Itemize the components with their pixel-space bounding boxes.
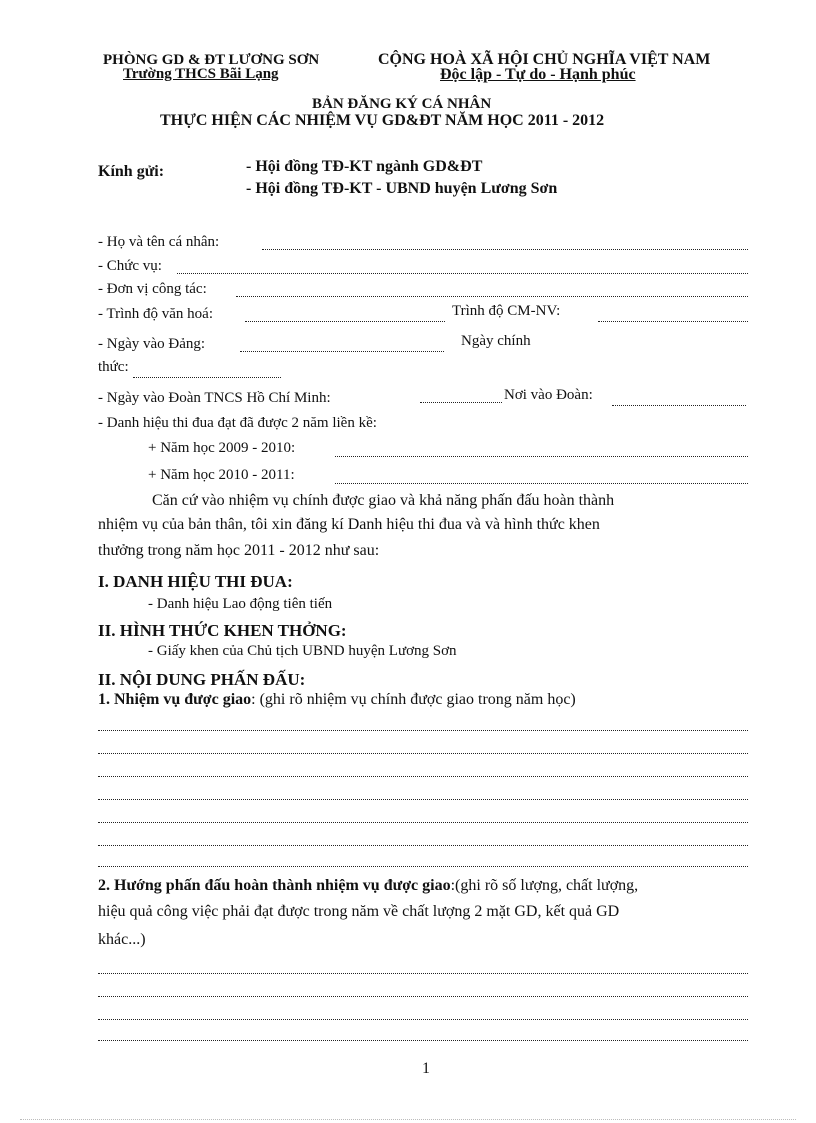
doc-subtitle: THỰC HIỆN CÁC NHIỆM VỤ GD&ĐT NĂM HỌC 2011 - 2012 [160,112,605,129]
national-title: CỘNG HOÀ XÃ HỘI CHỦ NGHĨA VIỆT NAM [378,51,711,68]
section-2-heading: II. HÌNH THỨC KHEN THỞNG: [98,621,347,640]
answer-1-line[interactable] [98,776,748,777]
field-unit-label: - Đơn vị công tác: [98,281,207,297]
answer-1-line[interactable] [98,822,748,823]
field-name-line[interactable] [262,249,748,250]
department-name: PHÒNG GD & ĐT LƯƠNG SƠN [103,52,320,68]
recipient-2: - Hội đồng TĐ-KT - UBND huyện Lương Sơn [246,180,558,197]
subsection-1-bold: 1. Nhiệm vụ được giao [98,691,252,708]
field-youth-place-line[interactable] [612,405,746,406]
answer-1-line[interactable] [98,845,748,846]
field-professional-line[interactable] [598,321,748,322]
paragraph-line-3: thưởng trong năm học 2011 - 2012 như sau: [98,542,380,559]
subsection-1-rest: : (ghi rõ nhiệm vụ chính được giao trong năm học) [251,691,576,708]
field-youth-line[interactable] [420,402,502,403]
section-3-heading: II. NỘI DUNG PHẤN ĐẤU: [98,670,306,689]
answer-2-line[interactable] [98,973,748,974]
section-2-item: - Giấy khen của Chủ tịch UBND huyện Lương Sơn [148,643,457,659]
recipient-1: - Hội đồng TĐ-KT ngành GD&ĐT [246,158,483,175]
field-year2-label: + Năm học 2010 - 2011: [148,467,295,483]
subsection-2-line-2: hiệu quả công việc phải đạt được trong năm về chất lượng 2 mặt GD, kết quả GD [98,903,620,920]
field-party-line[interactable] [240,351,444,352]
field-awards-label: - Danh hiệu thi đua đạt đã được 2 năm liền kề: [98,415,377,431]
answer-1-line[interactable] [98,753,748,754]
field-unit-line[interactable] [236,296,748,297]
field-name-label: - Họ và tên cá nhân: [98,234,220,250]
field-official-line[interactable] [133,377,281,378]
answer-2-line[interactable] [98,996,748,997]
subsection-2-line-3: khác...) [98,931,146,948]
answer-2-line[interactable] [98,1040,748,1041]
subsection-2-rest: :(ghi rõ số lượng, chất lượng, [450,877,639,894]
doc-title: BẢN ĐĂNG KÝ CÁ NHÂN [312,96,492,112]
national-motto: Độc lập - Tự do - Hạnh phúc [440,66,636,83]
page-edge-divider [20,1119,796,1120]
paragraph-line-1: Căn cứ vào nhiệm vụ chính được giao và khả năng phấn đấu hoàn thành [152,492,615,509]
field-year1-label: + Năm học 2009 - 2010: [148,440,296,456]
field-official-label-a: Ngày chính [461,333,531,349]
subsection-1-heading [98,691,576,709]
answer-2-line[interactable] [98,1019,748,1020]
field-party-label: - Ngày vào Đảng: [98,336,206,352]
answer-1-line[interactable] [98,866,748,867]
field-official-label-b: thức: [98,359,129,375]
subsection-2-bold: 2. Hướng phấn đấu hoàn thành nhiệm vụ được giao [98,877,451,894]
field-youth-label: - Ngày vào Đoàn TNCS Hồ Chí Minh: [98,390,331,406]
recipients-label: Kính gửi: [98,163,165,180]
field-position-label: - Chức vụ: [98,258,162,274]
section-1-item: - Danh hiệu Lao động tiên tiến [148,596,333,612]
field-professional-label: Trình độ CM-NV: [452,303,561,319]
field-year2-line[interactable] [335,483,748,484]
school-name: Trường THCS Bãi Lạng [123,66,279,82]
answer-1-line[interactable] [98,799,748,800]
field-position-line[interactable] [177,273,748,274]
field-education-line[interactable] [245,321,445,322]
field-youth-place-label: Nơi vào Đoàn: [504,387,593,403]
answer-1-line[interactable] [98,730,748,731]
field-year1-line[interactable] [335,456,748,457]
page-number: 1 [422,1060,430,1077]
subsection-2-heading [98,877,638,895]
section-1-heading: I. DANH HIỆU THI ĐUA: [98,572,293,591]
field-education-label: - Trình độ văn hoá: [98,306,214,322]
paragraph-line-2: nhiệm vụ của bản thân, tôi xin đăng kí Danh hiệu thi đua và và hình thức khen [98,516,600,533]
